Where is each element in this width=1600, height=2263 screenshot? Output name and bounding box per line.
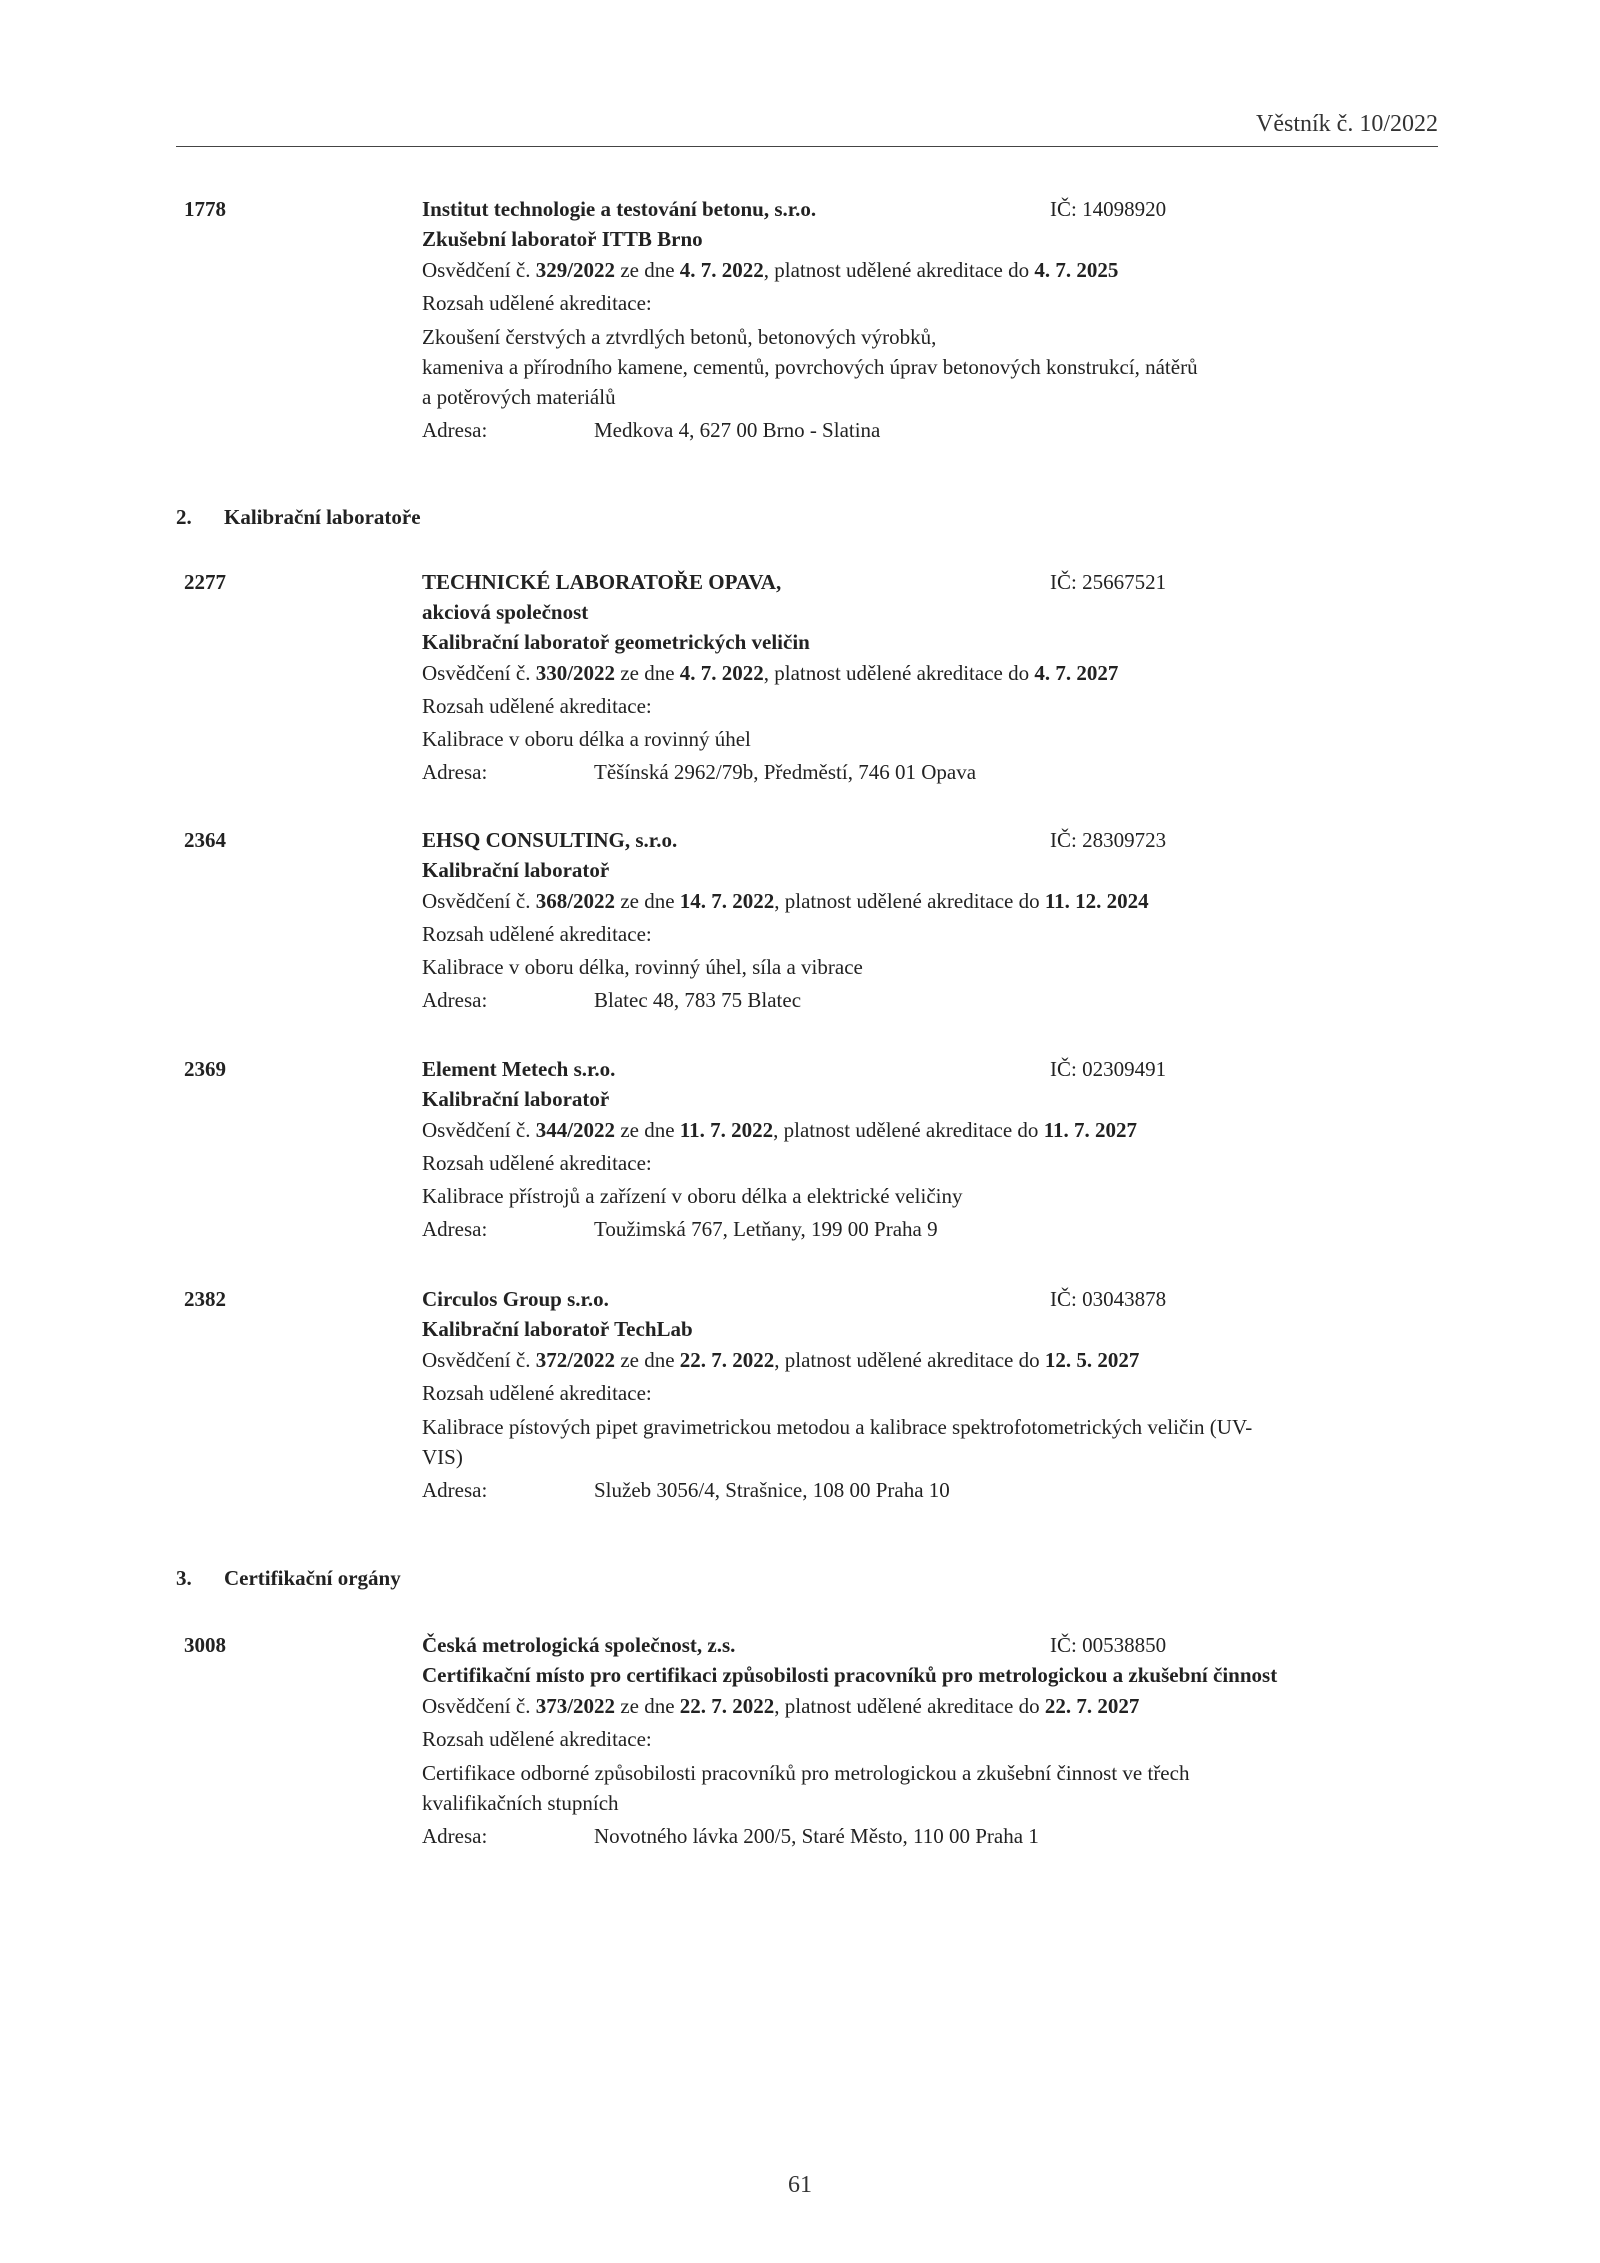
entry-scope-label: Rozsah udělené akreditace:: [422, 1151, 652, 1175]
entry-scope: Zkoušení čerstvých a ztvrdlých betonů, betonových výrobků, kameniva a přírodního kamene, cementů, povrchových úprav betonových konstrukcí, nátěrů a potěrových materiálů: [422, 325, 1198, 409]
entry-name: Element Metech s.r.o.: [422, 1057, 616, 1081]
section-heading-2: 2. Kalibrační laboratoře: [176, 505, 421, 529]
entry-scope: Kalibrace v oboru délka a rovinný úhel: [422, 727, 751, 751]
section-heading-3: 3. Certifikační orgány: [176, 1566, 401, 1590]
entry-subtitle: Kalibrační laboratoř: [422, 858, 610, 882]
entry-name: TECHNICKÉ LABORATOŘE OPAVA,: [422, 570, 782, 594]
entry-address: Adresa: Novotného lávka 200/5, Staré Město, 110 00 Praha 1: [422, 1824, 1039, 1848]
entry-address: Adresa: Blatec 48, 783 75 Blatec: [422, 988, 802, 1012]
entry-name: Circulos Group s.r.o.: [422, 1287, 609, 1311]
header-title: Věstník č. 10/2022: [1256, 111, 1438, 137]
entry-number: 3008: [184, 1633, 226, 1657]
entry-scope-label: Rozsah udělené akreditace:: [422, 922, 652, 946]
entry-address: Adresa: Služeb 3056/4, Strašnice, 108 00 Praha 10: [422, 1478, 950, 1502]
page-header: [176, 112, 1438, 147]
entry-name-continued: akciová společnost: [422, 600, 589, 624]
entry-ic: IČ: 14098920: [1050, 197, 1167, 221]
entry-subtitle: Kalibrační laboratoř: [422, 1087, 610, 1111]
entry-subtitle: Kalibrační laboratoř geometrických veličin: [422, 630, 810, 654]
entry-ic: IČ: 00538850: [1050, 1633, 1167, 1657]
entry-certificate: Osvědčení č. 329/2022 ze dne 4. 7. 2022, platnost udělené akreditace do 4. 7. 2025: [422, 258, 1119, 282]
entry-subtitle: Kalibrační laboratoř TechLab: [422, 1317, 693, 1341]
entry-number: 2364: [184, 828, 226, 852]
entry-number: 1778: [184, 197, 226, 221]
entry-scope: Kalibrace pístových pipet gravimetrickou metodou a kalibrace spektrofotometrických veličin (UV- VIS): [422, 1415, 1253, 1469]
entry-ic: IČ: 02309491: [1050, 1057, 1167, 1081]
entry-certificate: Osvědčení č. 372/2022 ze dne 22. 7. 2022, platnost udělené akreditace do 12. 5. 2027: [422, 1348, 1140, 1372]
entry-ic: IČ: 25667521: [1050, 570, 1167, 594]
entry-scope-label: Rozsah udělené akreditace:: [422, 291, 652, 315]
page-number: 61: [788, 2172, 812, 2198]
entry-address: Adresa: Medkova 4, 627 00 Brno - Slatina: [422, 418, 881, 442]
entry-scope: Certifikace odborné způsobilosti pracovníků pro metrologickou a zkušební činnost ve třech kvalifikačních stupních: [422, 1761, 1190, 1815]
entry-scope: Kalibrace v oboru délka, rovinný úhel, síla a vibrace: [422, 955, 863, 979]
entry-ic: IČ: 03043878: [1050, 1287, 1167, 1311]
entry-subtitle: Certifikační místo pro certifikaci způsobilosti pracovníků pro metrologickou a zkušební činnost: [422, 1663, 1278, 1687]
entry-ic: IČ: 28309723: [1050, 828, 1167, 852]
entry-scope-label: Rozsah udělené akreditace:: [422, 1727, 652, 1751]
entry-number: 2382: [184, 1287, 226, 1311]
entry-certificate: Osvědčení č. 373/2022 ze dne 22. 7. 2022, platnost udělené akreditace do 22. 7. 2027: [422, 1694, 1140, 1718]
entry-scope-label: Rozsah udělené akreditace:: [422, 694, 652, 718]
entry-scope: Kalibrace přístrojů a zařízení v oboru délka a elektrické veličiny: [422, 1184, 963, 1208]
entry-certificate: Osvědčení č. 368/2022 ze dne 14. 7. 2022, platnost udělené akreditace do 11. 12. 2024: [422, 889, 1149, 913]
entry-address: Adresa: Toužimská 767, Letňany, 199 00 Praha 9: [422, 1217, 938, 1241]
entry-number: 2369: [184, 1057, 226, 1081]
entry-address: Adresa: Těšínská 2962/79b, Předměstí, 746 01 Opava: [422, 760, 977, 784]
entry-name: EHSQ CONSULTING, s.r.o.: [422, 828, 678, 852]
entry-name: Česká metrologická společnost, z.s.: [422, 1633, 736, 1657]
entry-number: 2277: [184, 570, 226, 594]
entry-scope-label: Rozsah udělené akreditace:: [422, 1381, 652, 1405]
entry-subtitle: Zkušební laboratoř ITTB Brno: [422, 227, 703, 251]
entry-certificate: Osvědčení č. 330/2022 ze dne 4. 7. 2022, platnost udělené akreditace do 4. 7. 2027: [422, 661, 1119, 685]
entry-certificate: Osvědčení č. 344/2022 ze dne 11. 7. 2022, platnost udělené akreditace do 11. 7. 2027: [422, 1118, 1138, 1142]
entry-name: Institut technologie a testování betonu, s.r.o.: [422, 197, 817, 221]
